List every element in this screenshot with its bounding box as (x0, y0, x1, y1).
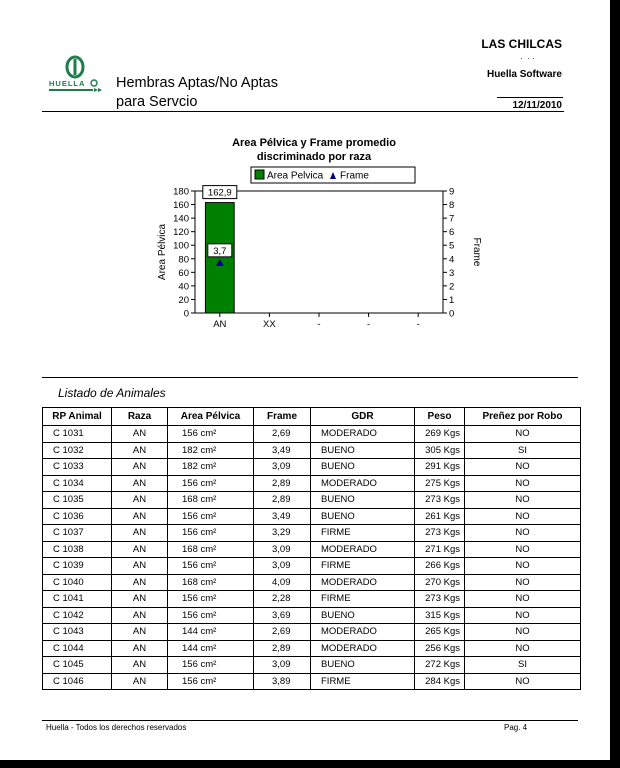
y2-tick-label: 2 (449, 281, 455, 293)
establishment-name: LAS CHILCAS (481, 37, 562, 51)
table-row (43, 558, 581, 575)
x-tick-label: - (317, 319, 321, 330)
cell-raza: AN (112, 442, 168, 459)
cell-frame: 3,29 (254, 525, 311, 542)
cell-prenez-por-robo: NO (465, 508, 581, 525)
footer-copyright: Huella - Todos los derechos reservados (46, 723, 187, 732)
cell-gdr: BUENO (311, 492, 415, 509)
frame-data-label (208, 244, 232, 257)
table-row (43, 673, 581, 690)
legend-label-area-pelvica: Area Pelvica (267, 170, 324, 182)
cell-frame: 3,09 (254, 541, 311, 558)
cell-gdr: MODERADO (311, 426, 415, 443)
cell-raza: AN (112, 492, 168, 509)
cell-peso: 266 Kgs (415, 558, 465, 575)
y2-tick-label: 3 (449, 267, 455, 279)
cell-rp-animal: C 1036 (43, 508, 112, 525)
cell-prenez-por-robo: SI (465, 442, 581, 459)
bar-area-pelvica (205, 203, 234, 313)
cell-peso: 273 Kgs (415, 492, 465, 509)
cell-area-pelvica: 144 cm² (168, 640, 254, 657)
cell-raza: AN (112, 541, 168, 558)
cell-rp-animal: C 1031 (43, 426, 112, 443)
cell-rp-animal: C 1046 (43, 673, 112, 690)
cell-prenez-por-robo: NO (465, 591, 581, 608)
cell-rp-animal: C 1032 (43, 442, 112, 459)
cell-peso: 291 Kgs (415, 459, 465, 476)
cell-area-pelvica: 168 cm² (168, 541, 254, 558)
y-tick-label: 100 (173, 240, 189, 252)
table-row (43, 657, 581, 674)
cell-peso: 305 Kgs (415, 442, 465, 459)
column-header-gdr: GDR (311, 408, 415, 426)
cell-rp-animal: C 1038 (43, 541, 112, 558)
cell-rp-animal: C 1045 (43, 657, 112, 674)
cell-gdr: BUENO (311, 607, 415, 624)
cell-frame: 2,89 (254, 475, 311, 492)
cell-area-pelvica: 156 cm² (168, 475, 254, 492)
cell-peso: 270 Kgs (415, 574, 465, 591)
cell-rp-animal: C 1040 (43, 574, 112, 591)
cell-frame: 2,89 (254, 640, 311, 657)
cell-raza: AN (112, 673, 168, 690)
y2-tick-label: 9 (449, 186, 455, 198)
decorative-dots: · · · (520, 54, 535, 63)
table-row (43, 459, 581, 476)
cell-frame: 2,28 (254, 591, 311, 608)
y-tick-label: 60 (178, 267, 189, 279)
cell-area-pelvica: 144 cm² (168, 624, 254, 641)
column-header-area-pelvica: Area Pélvica (168, 408, 254, 426)
cell-peso: 272 Kgs (415, 657, 465, 674)
cell-gdr: FIRME (311, 558, 415, 575)
area-frame-chart (0, 0, 610, 380)
svg-text:HUELLA: HUELLA (49, 79, 86, 88)
legend-label-frame: Frame (340, 170, 369, 182)
column-header-peso: Peso (415, 408, 465, 426)
cell-gdr: MODERADO (311, 640, 415, 657)
cell-frame: 2,89 (254, 492, 311, 509)
cell-peso: 269 Kgs (415, 426, 465, 443)
table-row (43, 442, 581, 459)
cell-peso: 273 Kgs (415, 525, 465, 542)
cell-gdr: MODERADO (311, 475, 415, 492)
section-divider (42, 377, 578, 378)
cell-raza: AN (112, 508, 168, 525)
cell-prenez-por-robo: NO (465, 640, 581, 657)
cell-gdr: FIRME (311, 673, 415, 690)
cell-prenez-por-robo: NO (465, 426, 581, 443)
cell-peso: 273 Kgs (415, 591, 465, 608)
y2-tick-label: 1 (449, 294, 455, 306)
report-title-line1: Hembras Aptas/No Aptas (116, 75, 278, 91)
y-tick-label: 180 (173, 186, 189, 198)
cell-raza: AN (112, 426, 168, 443)
cell-area-pelvica: 168 cm² (168, 574, 254, 591)
table-row (43, 426, 581, 443)
cell-peso: 315 Kgs (415, 607, 465, 624)
cell-area-pelvica: 156 cm² (168, 426, 254, 443)
chart-title-line2: discriminado por raza (256, 151, 372, 163)
cell-peso: 265 Kgs (415, 624, 465, 641)
y-axis-label: Area Pélvica (157, 223, 168, 281)
cell-frame: 3,69 (254, 607, 311, 624)
report-date: 12/11/2010 (512, 100, 562, 111)
footer-divider (42, 720, 578, 721)
cell-rp-animal: C 1033 (43, 459, 112, 476)
cell-frame: 2,69 (254, 624, 311, 641)
cell-area-pelvica: 182 cm² (168, 442, 254, 459)
table-row (43, 591, 581, 608)
table-row (43, 574, 581, 591)
bar-data-label-text: 162,9 (207, 187, 232, 199)
cell-area-pelvica: 156 cm² (168, 558, 254, 575)
animals-table (42, 407, 581, 690)
column-header-frame: Frame (254, 408, 311, 426)
cell-area-pelvica: 156 cm² (168, 673, 254, 690)
bar-data-label (203, 186, 237, 199)
cell-raza: AN (112, 640, 168, 657)
column-header-raza: Raza (112, 408, 168, 426)
y2-axis-label: Frame (471, 237, 482, 267)
cell-frame: 3,09 (254, 459, 311, 476)
cell-gdr: MODERADO (311, 624, 415, 641)
y2-tick-label: 4 (449, 254, 455, 266)
table-row (43, 624, 581, 641)
cell-frame: 3,49 (254, 508, 311, 525)
x-tick-label: - (367, 319, 371, 330)
y-tick-label: 140 (173, 213, 189, 225)
cell-prenez-por-robo: NO (465, 459, 581, 476)
table-row (43, 492, 581, 509)
chart-title-line1: Area Pélvica y Frame promedio (232, 137, 396, 149)
table-row (43, 640, 581, 657)
cell-rp-animal: C 1035 (43, 492, 112, 509)
cell-gdr: BUENO (311, 508, 415, 525)
cell-raza: AN (112, 525, 168, 542)
cell-prenez-por-robo: NO (465, 558, 581, 575)
cell-area-pelvica: 182 cm² (168, 459, 254, 476)
cell-frame: 4,09 (254, 574, 311, 591)
cell-prenez-por-robo: NO (465, 607, 581, 624)
cell-gdr: MODERADO (311, 574, 415, 591)
cell-rp-animal: C 1041 (43, 591, 112, 608)
report-title-line2: para Servcio (116, 94, 198, 110)
cell-raza: AN (112, 624, 168, 641)
chart-area (0, 0, 610, 380)
y-tick-label: 40 (178, 281, 189, 293)
cell-area-pelvica: 168 cm² (168, 492, 254, 509)
software-name: Huella Software (486, 69, 562, 80)
column-header-prenez-por-robo: Preñez por Robo (465, 408, 581, 426)
y-tick-label: 20 (178, 294, 189, 306)
y2-tick-label: 6 (449, 227, 455, 239)
cell-raza: AN (112, 558, 168, 575)
cell-prenez-por-robo: NO (465, 624, 581, 641)
cell-peso: 271 Kgs (415, 541, 465, 558)
cell-rp-animal: C 1037 (43, 525, 112, 542)
cell-frame: 2,69 (254, 426, 311, 443)
cell-rp-animal: C 1042 (43, 607, 112, 624)
cell-area-pelvica: 156 cm² (168, 508, 254, 525)
cell-prenez-por-robo: NO (465, 673, 581, 690)
cell-rp-animal: C 1039 (43, 558, 112, 575)
cell-raza: AN (112, 591, 168, 608)
cell-prenez-por-robo: NO (465, 525, 581, 542)
cell-raza: AN (112, 459, 168, 476)
x-tick-label: XX (263, 319, 276, 330)
table-header-row (43, 408, 581, 426)
cell-area-pelvica: 156 cm² (168, 525, 254, 542)
cell-rp-animal: C 1044 (43, 640, 112, 657)
frame-data-label-text: 3,7 (213, 245, 227, 257)
column-header-rp-animal: RP Animal (43, 408, 112, 426)
table-row (43, 525, 581, 542)
cell-peso: 275 Kgs (415, 475, 465, 492)
cell-gdr: BUENO (311, 459, 415, 476)
cell-frame: 3,89 (254, 673, 311, 690)
section-title: Listado de Animales (58, 386, 166, 400)
cell-raza: AN (112, 475, 168, 492)
y2-tick-label: 5 (449, 240, 455, 252)
cell-prenez-por-robo: NO (465, 475, 581, 492)
x-tick-label: - (416, 319, 420, 330)
cell-frame: 3,09 (254, 558, 311, 575)
cell-prenez-por-robo: NO (465, 574, 581, 591)
y-tick-label: 0 (183, 308, 189, 320)
table-row (43, 607, 581, 624)
cell-raza: AN (112, 607, 168, 624)
cell-raza: AN (112, 574, 168, 591)
cell-gdr: BUENO (311, 657, 415, 674)
legend-swatch-area-pelvica (255, 170, 264, 179)
footer-page-number: Pag. 4 (504, 723, 528, 732)
y-tick-label: 160 (173, 200, 189, 212)
y-tick-label: 120 (173, 227, 189, 239)
cell-gdr: MODERADO (311, 541, 415, 558)
cell-rp-animal: C 1034 (43, 475, 112, 492)
cell-peso: 261 Kgs (415, 508, 465, 525)
cell-gdr: FIRME (311, 525, 415, 542)
cell-rp-animal: C 1043 (43, 624, 112, 641)
cell-raza: AN (112, 657, 168, 674)
table-row (43, 541, 581, 558)
cell-frame: 3,09 (254, 657, 311, 674)
cell-prenez-por-robo: NO (465, 492, 581, 509)
y2-tick-label: 7 (449, 213, 455, 225)
x-tick-label: AN (213, 319, 227, 330)
cell-prenez-por-robo: SI (465, 657, 581, 674)
y2-tick-label: 0 (449, 308, 455, 320)
y-tick-label: 80 (178, 254, 189, 266)
cell-frame: 3,49 (254, 442, 311, 459)
cell-area-pelvica: 156 cm² (168, 607, 254, 624)
cell-peso: 284 Kgs (415, 673, 465, 690)
cell-prenez-por-robo: NO (465, 541, 581, 558)
cell-gdr: BUENO (311, 442, 415, 459)
cell-peso: 256 Kgs (415, 640, 465, 657)
cell-gdr: FIRME (311, 591, 415, 608)
cell-area-pelvica: 156 cm² (168, 591, 254, 608)
y2-tick-label: 8 (449, 200, 455, 212)
cell-area-pelvica: 156 cm² (168, 657, 254, 674)
table-row (43, 508, 581, 525)
table-row (43, 475, 581, 492)
